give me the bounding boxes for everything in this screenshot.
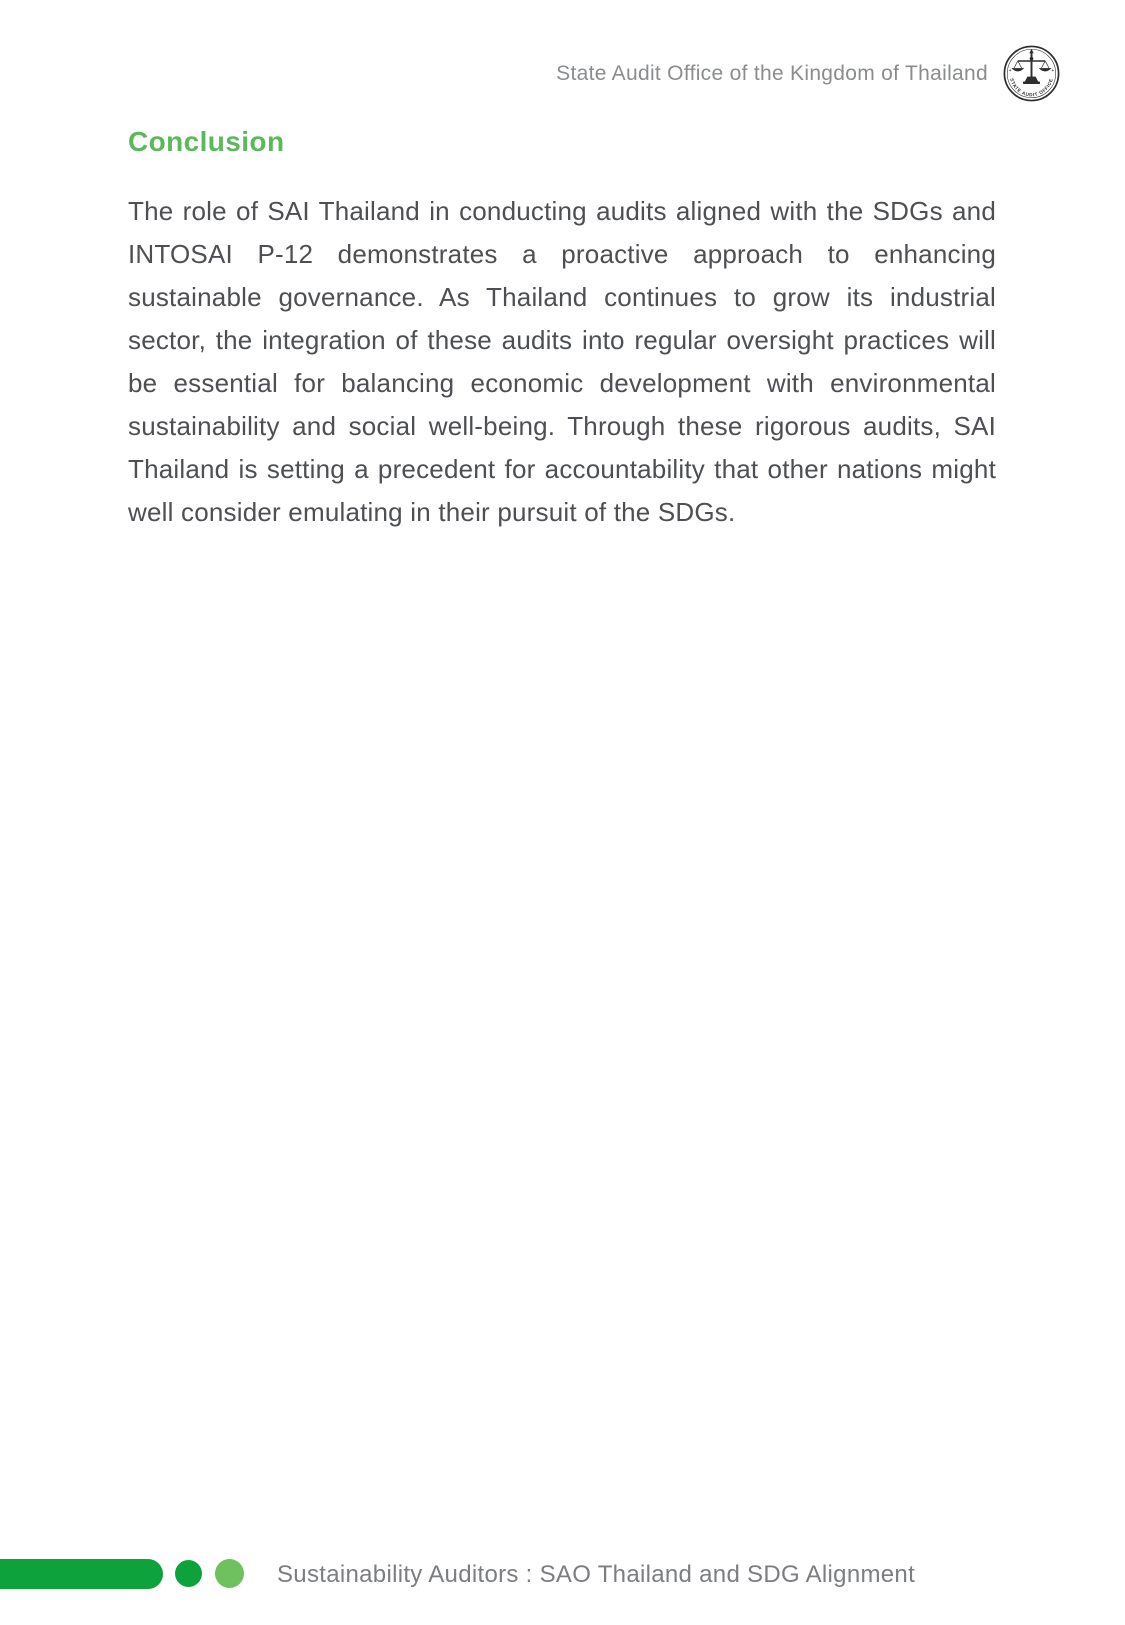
footer-dot-dark-green	[175, 1560, 202, 1587]
conclusion-heading: Conclusion	[128, 126, 285, 157]
footer-title: Sustainability Auditors : SAO Thailand and SDG Alignment	[277, 1561, 916, 1588]
seal-ring-text: STATE AUDIT OFFICE	[1009, 77, 1054, 98]
seal-right-mark: +	[1051, 67, 1055, 74]
conclusion-paragraph: The role of SAI Thailand in conducting audits aligned with the SDGs and INTOSAI P-12 demonstrates a proactive approach to enhancing sustainable governance. As Thailand continues to grow its industrial sector, the integration of these audits into regular oversight practices will be essential for balancing economic development with environmental sustainability and social well-being. Through these rigorous audits, SAI Thailand is setting a precedent for accountability that other nations might well consider emulating in their pursuit of the SDGs.	[128, 196, 996, 527]
footer-accent-bar	[0, 1559, 163, 1589]
main-content	[128, 126, 996, 534]
footer-dot-light-green	[215, 1559, 244, 1588]
header	[556, 45, 1060, 102]
header-title: State Audit Office of the Kingdom of Thailand	[556, 61, 988, 85]
seal-left-mark: +	[1008, 67, 1012, 74]
state-audit-office-seal-icon	[1003, 45, 1060, 102]
